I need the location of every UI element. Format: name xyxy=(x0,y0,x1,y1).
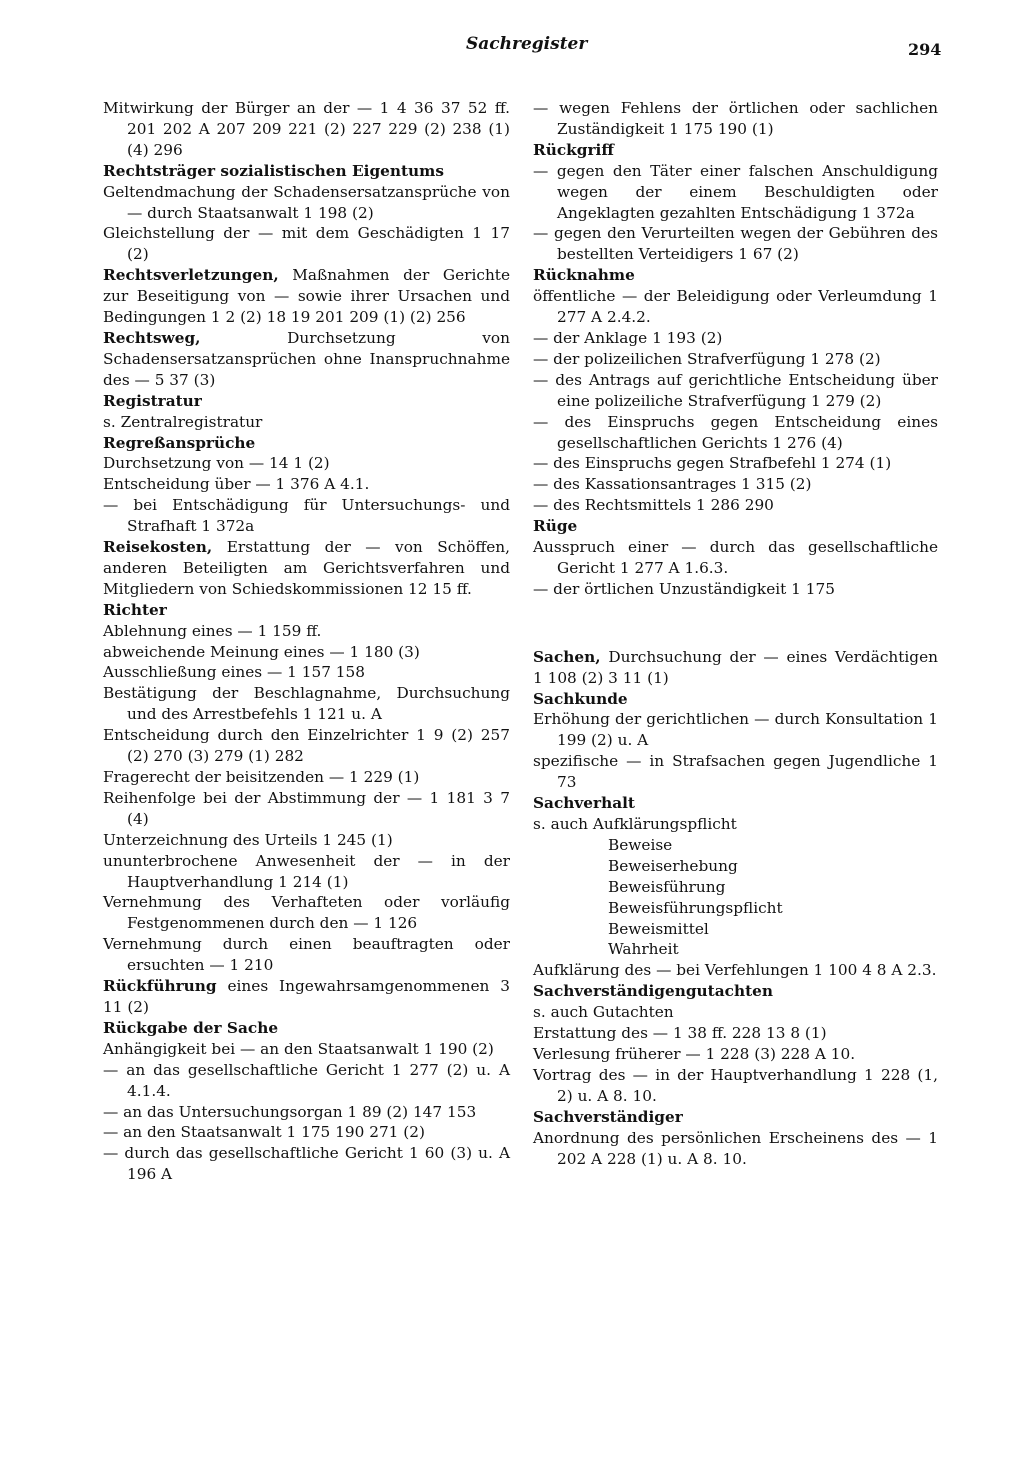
index-entry xyxy=(103,223,510,265)
index-entry xyxy=(103,1060,510,1102)
page-header xyxy=(0,34,1024,64)
entry-text: — an das gesellschaftliche Gericht 1 277 (2) u. A 4.1.4. xyxy=(103,1060,510,1100)
index-entry xyxy=(533,1044,938,1065)
index-entry xyxy=(103,1143,510,1185)
entry-text: Rechtsverletzungen, xyxy=(103,266,279,285)
entry-text: Entscheidung durch den Einzelrichter 1 9 (2) 257 (2) 270 (3) 279 (1) 282 xyxy=(103,726,510,766)
index-entry xyxy=(103,788,510,830)
entry-text: Anhängigkeit bei — an den Staatsanwalt 1 190 (2) xyxy=(103,1039,494,1058)
entry-text: Unterzeichnung des Urteils 1 245 (1) xyxy=(103,830,393,849)
entry-text: Sachverhalt xyxy=(533,794,635,813)
index-entry xyxy=(533,856,938,877)
index-entry xyxy=(533,919,938,940)
index-heading xyxy=(533,1107,938,1128)
index-entry xyxy=(103,892,510,934)
entry-text: Sachkunde xyxy=(533,689,628,708)
index-entry xyxy=(533,835,938,856)
entry-continuation: Erstattung der — von Schöffen, anderen Beteiligten am Gerichtsverfahren und Mitgliedern von Schiedskommissionen 12 15 ff. xyxy=(103,538,510,598)
entry-text: Beweiserhebung xyxy=(608,856,738,875)
index-entry xyxy=(533,939,938,960)
entry-text: — gegen den Verurteilten wegen der Gebühren des bestellten Verteidigers 1 67 (2) xyxy=(533,224,938,264)
index-entry xyxy=(103,182,510,224)
entry-text: spezifische — in Strafsachen gegen Jugendliche 1 73 xyxy=(533,752,938,792)
section-gap xyxy=(533,600,938,647)
entry-text: — der polizeilichen Strafverfügung 1 278 (2) xyxy=(533,349,881,368)
index-entry xyxy=(103,621,510,642)
entry-continuation: Durchsetzung von Schadensersatzansprüchen ohne Inanspruchnahme des — 5 37 (3) xyxy=(103,328,510,389)
entry-text: Rüge xyxy=(533,517,578,536)
entry-text: — der örtlichen Unzuständigkeit 1 175 xyxy=(533,579,835,598)
index-entry xyxy=(103,1122,510,1143)
index-entry xyxy=(533,412,938,454)
entry-text: Sachen, xyxy=(533,647,601,666)
entry-continuation: Durchsuchung der — eines Verdächtigen 1 108 (2) 3 11 (1) xyxy=(533,647,938,687)
entry-text: Erstattung des — 1 38 ff. 228 13 8 (1) xyxy=(533,1024,827,1043)
index-entry xyxy=(533,1128,938,1170)
index-heading xyxy=(533,140,938,161)
entry-text: — der Anklage 1 193 (2) xyxy=(533,328,723,347)
index-entry xyxy=(103,1102,510,1123)
index-entry xyxy=(533,495,938,516)
entry-text: Vortrag des — in der Hauptverhandlung 1 228 (1, 2) u. A 8. 10. xyxy=(533,1065,938,1105)
index-entry xyxy=(533,877,938,898)
index-heading xyxy=(103,433,510,454)
index-entry xyxy=(533,453,938,474)
entry-text: Bestätigung der Beschlagnahme, Durchsuchung und des Arrestbefehls 1 121 u. A xyxy=(103,684,510,724)
entry-text: ununterbrochene Anwesenheit der — in der Hauptverhandlung 1 214 (1) xyxy=(103,851,510,891)
entry-text: Erhöhung der gerichtlichen — durch Konsultation 1 199 (2) u. A xyxy=(533,710,938,750)
entry-text: Vernehmung durch einen beauftragten oder ersuchten — 1 210 xyxy=(103,935,510,975)
index-heading xyxy=(533,265,938,286)
entry-text: Beweisführung xyxy=(608,877,726,896)
entry-text: — des Rechtsmittels 1 286 290 xyxy=(533,496,774,515)
entry-continuation: Maßnahmen der Gerichte zur Beseitigung von — sowie ihrer Ursachen und Bedingungen 1 2 (2) 18 19 201 209 (1) (2) 256 xyxy=(103,266,510,327)
index-heading xyxy=(103,265,510,328)
entry-text: Regreßansprüche xyxy=(103,433,256,452)
index-entry xyxy=(533,223,938,265)
index-entry xyxy=(533,1065,938,1107)
index-heading xyxy=(533,689,938,710)
entry-text: Ausschließung eines — 1 157 158 xyxy=(103,663,366,682)
index-heading xyxy=(103,537,510,600)
index-entry xyxy=(533,349,938,370)
entry-text: — bei Entschädigung für Untersuchungs- und Strafhaft 1 372a xyxy=(103,496,510,536)
index-entry xyxy=(533,579,938,600)
index-heading xyxy=(103,161,510,182)
entry-text: — durch das gesellschaftliche Gericht 1 60 (3) u. A 196 A xyxy=(103,1144,510,1184)
index-entry xyxy=(103,934,510,976)
entry-text: Mitwirkung der Bürger an der — 1 4 36 37 52 ff. 201 202 A 207 209 221 (2) 227 229 (2) 238 (1) (4) 296 xyxy=(103,99,510,159)
entry-text: Geltendmachung der Schadensersatzansprüche von — durch Staatsanwalt 1 198 (2) xyxy=(103,182,510,222)
index-heading xyxy=(103,976,510,1018)
entry-text: Reisekosten, xyxy=(103,538,213,557)
entry-text: Ausspruch einer — durch das gesellschaftliche Gericht 1 277 A 1.6.3. xyxy=(533,538,938,577)
index-heading xyxy=(533,981,938,1002)
index-entry xyxy=(103,474,510,495)
entry-text: öffentliche — der Beleidigung oder Verleumdung 1 277 A 2.4.2. xyxy=(533,287,938,327)
entry-text: Rückführung xyxy=(103,977,217,996)
index-heading xyxy=(103,600,510,621)
entry-text: Beweismittel xyxy=(608,919,709,938)
entry-text: Rücknahme xyxy=(533,266,635,285)
index-entry xyxy=(103,851,510,893)
index-entry xyxy=(533,751,938,793)
entry-text: — des Kassationsantrages 1 315 (2) xyxy=(533,475,812,494)
index-entry xyxy=(103,683,510,725)
running-title: Sachregister xyxy=(466,34,588,54)
entry-text: Anordnung des persönlichen Erscheinens des — 1 202 A 228 (1) u. A 8. 10. xyxy=(533,1128,938,1168)
entry-text: Gleichstellung der — mit dem Geschädigten 1 17 (2) xyxy=(103,224,510,264)
index-entry xyxy=(533,537,938,579)
entry-text: Sachverständigengutachten xyxy=(533,982,773,1001)
entry-text: Ablehnung eines — 1 159 ff. xyxy=(103,621,322,640)
index-entry xyxy=(103,98,510,161)
index-entry xyxy=(533,474,938,495)
index-entry xyxy=(103,830,510,851)
entry-text: Rechtsweg, xyxy=(103,328,201,347)
index-entry xyxy=(533,98,938,140)
index-entry xyxy=(103,453,510,474)
index-entry xyxy=(533,328,938,349)
index-entry xyxy=(533,370,938,412)
index-column-left xyxy=(103,98,510,1185)
page-number: 294 xyxy=(908,40,942,59)
entry-text: abweichende Meinung eines — 1 180 (3) xyxy=(103,642,420,661)
entry-text: Durchsetzung von — 14 1 (2) xyxy=(103,454,330,473)
index-entry xyxy=(103,642,510,663)
entry-text: Rückgabe der Sache xyxy=(103,1018,279,1037)
entry-text: Verlesung früherer — 1 228 (3) 228 A 10. xyxy=(533,1044,856,1063)
entry-text: s. auch Gutachten xyxy=(533,1003,674,1022)
index-heading xyxy=(103,328,510,391)
index-entry xyxy=(103,1039,510,1060)
entry-text: s. auch Aufklärungspflicht xyxy=(533,815,737,833)
index-entry xyxy=(533,1002,938,1023)
entry-text: — an das Untersuchungsorgan 1 89 (2) 147 153 xyxy=(103,1102,477,1121)
index-heading xyxy=(533,647,938,689)
index-entry xyxy=(103,495,510,537)
entry-text: Rückgriff xyxy=(533,140,614,159)
index-entry xyxy=(533,709,938,751)
entry-text: Aufklärung des — bei Verfehlungen 1 100 4 8 A 2.3. xyxy=(533,961,937,980)
entry-text: Beweisführungspflicht xyxy=(608,898,783,917)
index-entry xyxy=(533,898,938,919)
index-entry xyxy=(103,662,510,683)
index-entry xyxy=(533,960,938,981)
entry-text: — des Antrags auf gerichtliche Entscheidung über eine polizeiliche Strafverfügung 1 279 (2) xyxy=(533,370,938,410)
entry-text: Wahrheit xyxy=(608,940,679,959)
index-entry xyxy=(103,767,510,788)
entry-text: Beweise xyxy=(608,835,673,854)
entry-text: — des Einspruchs gegen Entscheidung eines gesellschaftlichen Gerichts 1 276 (4) xyxy=(533,412,938,452)
index-entry xyxy=(533,161,938,224)
entry-text: Rechtsträger sozialistischen Eigentums xyxy=(103,161,444,180)
entry-text: s. Zentralregistratur xyxy=(103,412,263,431)
entry-text: Richter xyxy=(103,600,167,619)
entry-text: — gegen den Täter einer falschen Anschuldigung wegen der einem Beschuldigten oder Angeklagten gezahlten Entschädigung 1 372a xyxy=(533,161,938,222)
index-entry xyxy=(533,286,938,328)
index-heading xyxy=(103,1018,510,1039)
index-entry xyxy=(533,814,938,835)
index-heading xyxy=(533,793,938,814)
index-heading xyxy=(533,516,938,537)
index-entry xyxy=(103,412,510,433)
entry-text: Vernehmung des Verhafteten oder vorläufig Festgenommenen durch den — 1 126 xyxy=(103,893,510,933)
entry-text: Sachverständiger xyxy=(533,1107,683,1126)
entry-text: Registratur xyxy=(103,391,202,410)
entry-text: Reihenfolge bei der Abstimmung der — 1 181 3 7 (4) xyxy=(103,788,510,828)
entry-text: Entscheidung über — 1 376 A 4.1. xyxy=(103,475,370,494)
entry-text: — wegen Fehlens der örtlichen oder sachlichen Zuständigkeit 1 175 190 (1) xyxy=(533,99,938,138)
index-entry xyxy=(103,725,510,767)
index-entry xyxy=(533,1023,938,1044)
index-column-right xyxy=(533,98,938,1169)
entry-text: — des Einspruchs gegen Strafbefehl 1 274 (1) xyxy=(533,454,892,473)
entry-text: Fragerecht der beisitzenden — 1 229 (1) xyxy=(103,768,420,786)
entry-text: — an den Staatsanwalt 1 175 190 271 (2) xyxy=(103,1123,425,1142)
entry-continuation: eines Ingewahrsamgenommenen 3 11 (2) xyxy=(103,977,510,1016)
index-heading xyxy=(103,391,510,412)
